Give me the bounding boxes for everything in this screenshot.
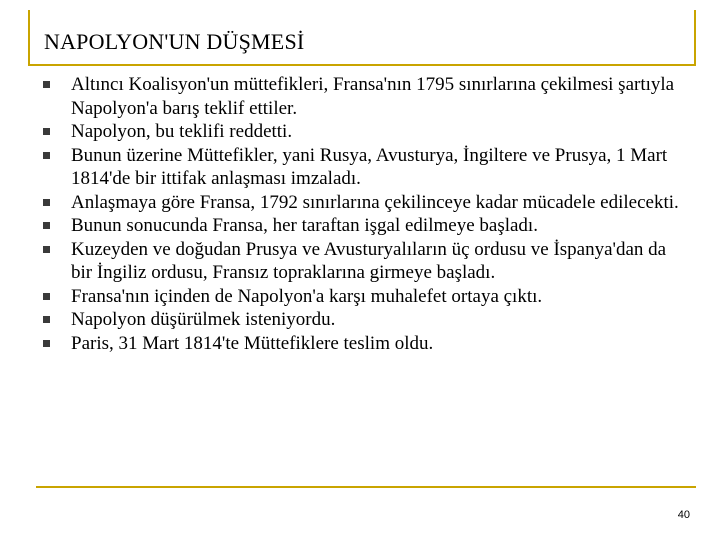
bullet-item (36, 120, 686, 144)
bullet-item (36, 332, 686, 356)
bullet-text: Napolyon, bu teklifi reddetti. (71, 121, 293, 142)
slide-title: NAPOLYON'UN DÜŞMESİ (44, 29, 305, 54)
square-bullet-icon (43, 152, 50, 159)
title-frame-right-line (694, 10, 696, 66)
square-bullet-icon (43, 316, 50, 323)
bullet-item (36, 238, 686, 285)
bullet-item (36, 191, 686, 215)
square-bullet-icon (43, 293, 50, 300)
title-underline (28, 64, 696, 66)
bullet-text: Altıncı Koalisyon'un müttefikleri, Fransa'nın 1795 sınırlarına çekilmesi şartıyla Napolyon'a barış teklif ettiler. (71, 74, 675, 119)
square-bullet-icon (43, 81, 50, 88)
square-bullet-icon (43, 246, 50, 253)
title-frame-left-line (28, 10, 30, 66)
bullet-item (36, 214, 686, 238)
bullet-text: Bunun üzerine Müttefikler, yani Rusya, Avusturya, İngiltere ve Prusya, 1 Mart 1814'de bir ittifak anlaşması imzaladı. (71, 144, 668, 189)
bullet-list (36, 73, 686, 355)
page-number: 40 (677, 509, 690, 521)
bullet-text: Paris, 31 Mart 1814'te Müttefiklere teslim oldu. (71, 332, 434, 354)
bullet-item (36, 308, 686, 332)
bullet-text: Anlaşmaya göre Fransa, 1792 sınırlarına çekilinceye kadar mücadele edilecekti. (71, 191, 679, 213)
bullet-item (36, 285, 686, 309)
bullet-item (36, 73, 686, 120)
square-bullet-icon (43, 222, 50, 229)
bullet-text: Bunun sonucunda Fransa, her taraftan işgal edilmeye başladı. (71, 215, 538, 236)
bullet-text: Napolyon düşürülmek isteniyordu. (71, 309, 336, 330)
square-bullet-icon (43, 199, 50, 206)
square-bullet-icon (43, 128, 50, 135)
bullet-text: Kuzeyden ve doğudan Prusya ve Avusturyalıların üç ordusu ve İspanya'dan da bir İngiliz ordusu, Fransız topraklarına girmeye başladı. (71, 238, 667, 283)
square-bullet-icon (43, 340, 50, 347)
bullet-item (36, 144, 686, 191)
footer-divider (36, 486, 696, 488)
bullet-text: Fransa'nın içinden de Napolyon'a karşı muhalefet ortaya çıktı. (71, 285, 543, 307)
